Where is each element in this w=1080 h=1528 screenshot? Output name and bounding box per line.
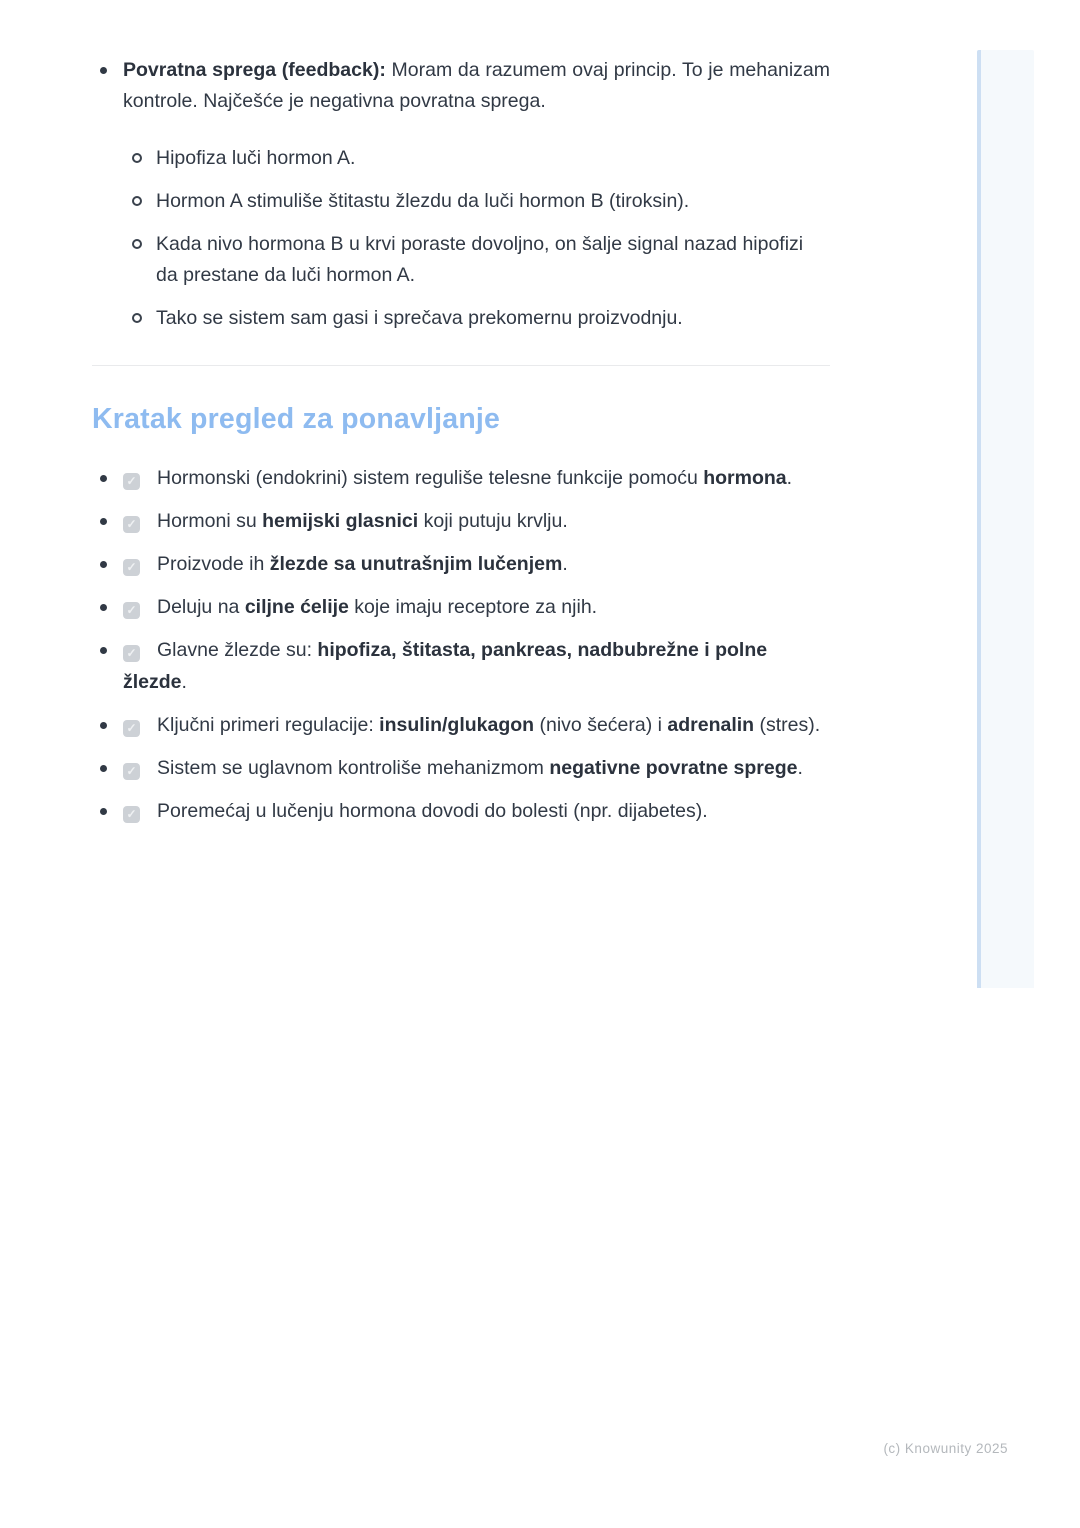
checked-checkbox-icon: ✓ [123,559,140,576]
list-item-text: Hormon A stimuliše štitastu žlezdu da luči hormon B (tiroksin). [156,190,690,212]
checked-checkbox-icon: ✓ [123,516,140,533]
checked-checkbox-icon: ✓ [123,602,140,619]
list-item-text: Tako se sistem sam gasi i sprečava prekomernu proizvodnju. [156,307,683,329]
list-item-text: Sistem se uglavnom kontroliše mehanizmom negativne povratne sprege. [157,757,803,779]
bullet-dot-icon [100,808,107,815]
list-item [123,229,830,291]
list-item-text: Hormoni su hemijski glasnici koji putuju krvlju. [157,510,568,532]
checked-checkbox-icon: ✓ [123,763,140,780]
checked-checkbox-icon: ✓ [123,473,140,490]
document-content [92,55,830,838]
list-item [92,591,830,623]
list-item-text: Kada nivo hormona B u krvi poraste dovoljno, on šalje signal nazad hipofizi da prestane da luči hormon A. [156,233,804,286]
feedback-sub-list [123,143,830,334]
circle-bullet-icon [132,313,142,323]
feedback-list-item [92,55,830,334]
bullet-dot-icon [100,647,107,654]
checked-checkbox-icon: ✓ [123,645,140,662]
bullet-dot-icon [100,518,107,525]
circle-bullet-icon [132,239,142,249]
list-item-text: Deluju na ciljne ćelije koje imaju receptore za njih. [157,596,598,618]
list-item [123,303,830,334]
section-heading: Kratak pregled za ponavljanje [92,403,501,435]
bullet-dot-icon [100,765,107,772]
list-item [123,186,830,217]
page-highlight-panel [977,50,1034,988]
section-divider [92,365,830,366]
checked-checkbox-icon: ✓ [123,806,140,823]
feedback-paragraph: Povratna sprega (feedback): Moram da razumem ovaj princip. To je mehanizam kontrole. Najčešće je negativna povratna sprega. [123,59,830,112]
checked-checkbox-icon: ✓ [123,720,140,737]
list-item-text: Hipofiza luči hormon A. [156,147,356,169]
review-check-list [92,462,830,827]
circle-bullet-icon [132,153,142,163]
circle-bullet-icon [132,196,142,206]
list-item [92,548,830,580]
list-item [92,752,830,784]
list-item [92,795,830,827]
list-item [123,143,830,174]
list-item [92,634,830,698]
list-item-text: Hormonski (endokrini) sistem reguliše telesne funkcije pomoću hormona. [157,467,793,489]
list-item [92,505,830,537]
bullet-dot-icon [100,722,107,729]
list-item [92,709,830,741]
list-item-text: Proizvode ih žlezde sa unutrašnjim lučenjem. [157,553,568,575]
list-item-text: Poremećaj u lučenju hormona dovodi do bolesti (npr. dijabetes). [157,800,708,822]
bullet-dot-icon [100,604,107,611]
list-item-text: Glavne žlezde su: hipofiza, štitasta, pankreas, nadbubrežne i polne žlezde. [123,639,768,693]
bullet-dot-icon [100,67,107,74]
list-item-text: Ključni primeri regulacije: insulin/glukagon (nivo šećera) i adrenalin (stres). [157,714,821,736]
list-item [92,462,830,494]
bullet-dot-icon [100,475,107,482]
copyright-notice: (c) Knowunity 2025 [883,1441,1008,1456]
bullet-dot-icon [100,561,107,568]
